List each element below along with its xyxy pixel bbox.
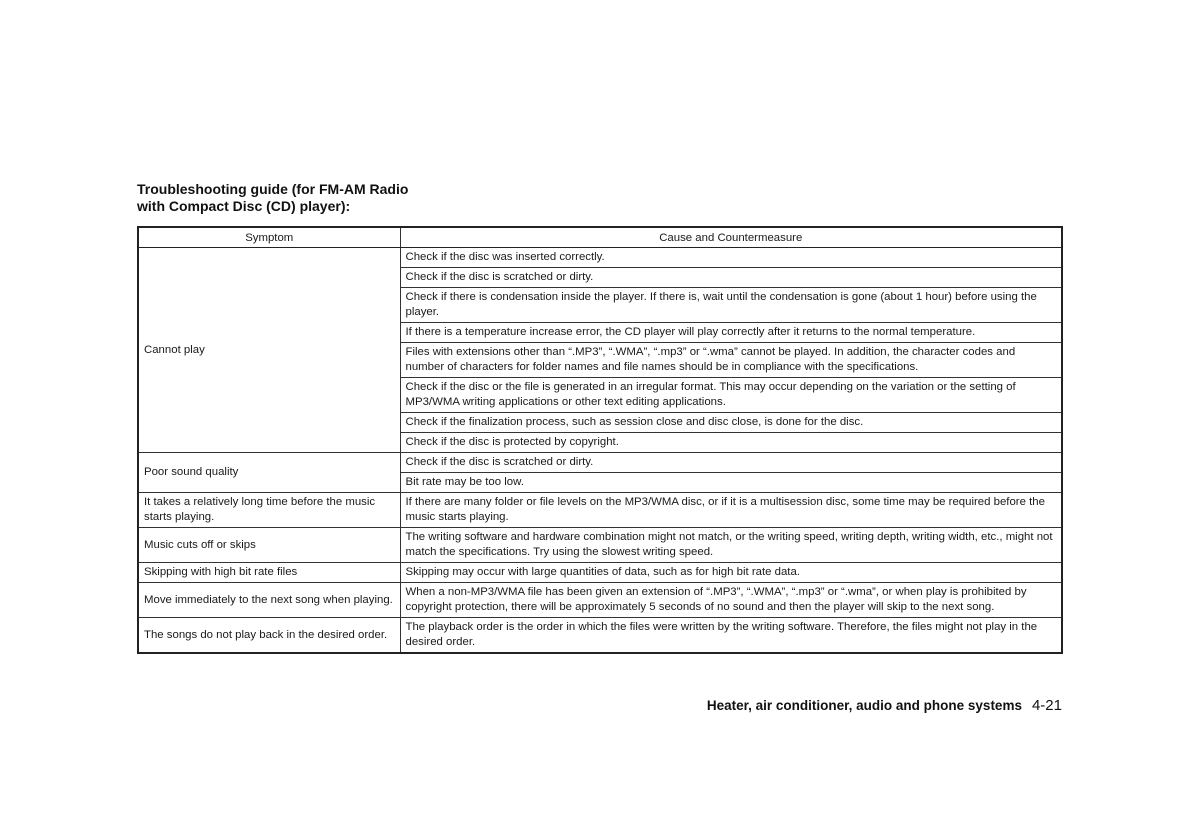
heading-line-1: Troubleshooting guide (for FM-AM Radio — [137, 181, 409, 197]
symptom-cell: Poor sound quality — [138, 453, 400, 493]
symptom-cell: Music cuts off or skips — [138, 528, 400, 563]
header-cause: Cause and Countermeasure — [400, 227, 1062, 248]
page-number: 4-21 — [1031, 697, 1062, 714]
cause-cell: Check if the disc is protected by copyright. — [400, 433, 1062, 453]
table-row — [138, 528, 1062, 563]
table-header-row — [138, 227, 1062, 248]
header-symptom: Symptom — [138, 227, 400, 248]
symptom-cell: The songs do not play back in the desired order. — [138, 618, 400, 654]
cause-cell: Check if the disc was inserted correctly. — [400, 248, 1062, 268]
table-row — [138, 493, 1062, 528]
table-row — [138, 563, 1062, 583]
table-row — [138, 248, 1062, 268]
cause-cell: Bit rate may be too low. — [400, 473, 1062, 493]
symptom-cell: Cannot play — [138, 248, 400, 453]
section-heading — [137, 181, 408, 215]
cause-cell: The writing software and hardware combination might not match, or the writing speed, writing depth, writing width, etc., might not match the specifications. Try using the slowest writing speed. — [400, 528, 1062, 563]
page-footer — [707, 698, 1062, 714]
cause-cell: If there are many folder or file levels on the MP3/WMA disc, or if it is a multisession disc, some time may be required before the music starts playing. — [400, 493, 1062, 528]
symptom-cell: Skipping with high bit rate files — [138, 563, 400, 583]
cause-cell: The playback order is the order in which the files were written by the writing software. Therefore, the files might not play in the desired order. — [400, 618, 1062, 654]
troubleshooting-table — [137, 226, 1063, 654]
table-row — [138, 618, 1062, 654]
cause-cell: Check if the disc is scratched or dirty. — [400, 453, 1062, 473]
cause-cell: Check if the finalization process, such as session close and disc close, is done for the disc. — [400, 413, 1062, 433]
symptom-cell: Move immediately to the next song when playing. — [138, 583, 400, 618]
cause-cell: Check if the disc is scratched or dirty. — [400, 268, 1062, 288]
table-row — [138, 583, 1062, 618]
cause-cell: Check if the disc or the file is generated in an irregular format. This may occur depending on the variation or the setting of MP3/WMA writing applications or other text editing applications. — [400, 378, 1062, 413]
cause-cell: Skipping may occur with large quantities of data, such as for high bit rate data. — [400, 563, 1062, 583]
cause-cell: If there is a temperature increase error, the CD player will play correctly after it returns to the normal temperature. — [400, 323, 1062, 343]
cause-cell: Check if there is condensation inside the player. If there is, wait until the condensation is gone (about 1 hour) before using the player. — [400, 288, 1062, 323]
cause-cell: When a non-MP3/WMA file has been given an extension of “.MP3”, “.WMA”, “.mp3” or “.wma”, or when play is prohibited by copyright protection, there will be approximately 5 seconds of no sound and then the player will skip to the next song. — [400, 583, 1062, 618]
table-row — [138, 453, 1062, 473]
symptom-cell: It takes a relatively long time before the music starts playing. — [138, 493, 400, 528]
footer-section-title: Heater, air conditioner, audio and phone systems — [706, 698, 1022, 713]
cause-cell: Files with extensions other than “.MP3”, “.WMA”, “.mp3” or “.wma” cannot be played. In addition, the character codes and number of characters for folder names and file names should be in compliance with the specifications. — [400, 343, 1062, 378]
heading-line-2: with Compact Disc (CD) player): — [137, 198, 351, 214]
